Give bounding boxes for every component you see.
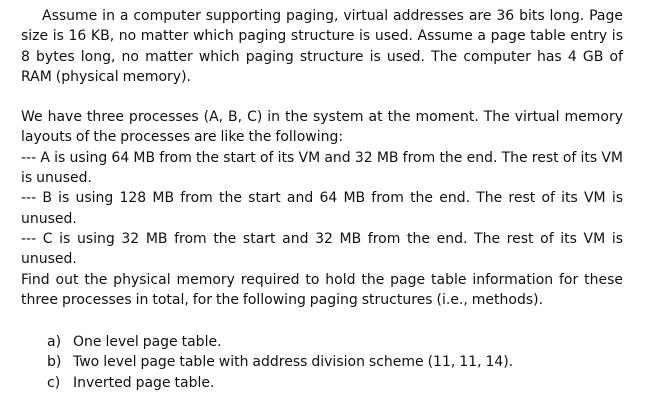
process-a-line: --- A is using 64 MB from the start of its VM and 32 MB from the end. The rest of its VM is unused. xyxy=(21,149,623,187)
paragraph-gap xyxy=(21,310,623,332)
option-text: Two level page table with address division scheme (11, 11, 14). xyxy=(73,354,514,371)
intro-paragraph: Assume in a computer supporting paging, virtual addresses are 36 bits long. Page size is 16 KB, no matter which paging structure is used. Assume a page table entry is 8 bytes long, no matter which paging structure is used. The computer has 4 GB of RAM (physical memory). xyxy=(21,8,623,85)
option-text: Inverted page table. xyxy=(73,374,215,391)
option-letter: b) xyxy=(47,354,62,371)
option-text: One level page table. xyxy=(73,334,222,351)
processes-intro: We have three processes (A, B, C) in the system at the moment. The virtual memory layouts of the processes are like the following: xyxy=(21,109,623,146)
option-c xyxy=(47,373,623,393)
option-a xyxy=(47,332,623,352)
option-letter: c) xyxy=(47,374,61,391)
process-c-line: --- C is using 32 MB from the start and 32 MB from the end. The rest of its VM is unused. xyxy=(21,230,623,268)
option-b xyxy=(47,352,623,372)
option-letter: a) xyxy=(47,334,62,351)
paragraph-gap xyxy=(21,87,623,107)
options-list xyxy=(21,332,623,393)
question-paragraph: Find out the physical memory required to hold the page table information for these three processes in total, for the following paging structures (i.e., methods). xyxy=(21,271,623,308)
process-b-line: --- B is using 128 MB from the start and 64 MB from the end. The rest of its VM is unused. xyxy=(21,190,623,227)
document-body xyxy=(21,6,623,393)
